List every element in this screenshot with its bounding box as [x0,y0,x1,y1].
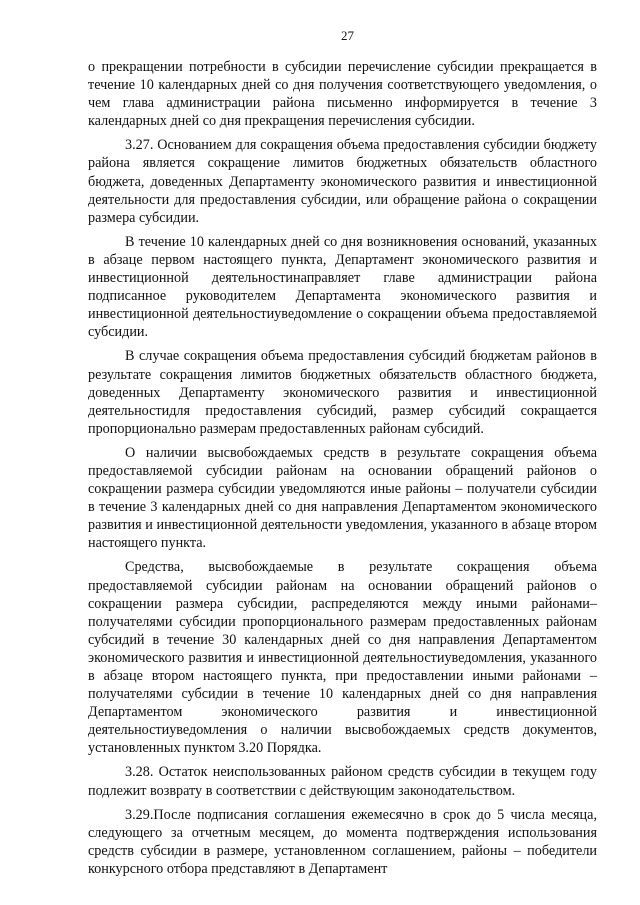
paragraph-proportional-reduction: В случае сокращения объема предоставления субсидий бюджетам районов в результате сокращения лимитов бюджетных обязательств областного бюджета, доведенных Департаменту экономического развития и инвестиционной деятельностидля предоставления субсидий, размер субсидий сокращается пропорционально размерам предоставленных районам субсидий. [88,348,597,437]
paragraph-3-28: 3.28. Остаток неиспользованных районом средств субсидии в текущем году подлежит возврату в соответствии с действующим законодательством. [88,764,597,799]
paragraph-notice-deadline: В течение 10 календарных дней со дня возникновения оснований, указанных в абзаце первом настоящего пункта, Департамент экономического развития и инвестиционной деятельностинаправляет главе администрации района подписанное руководителем Департамента экономического развития и инвестиционной деятельностиуведомление о сокращении объема предоставляемой субсидии. [88,233,597,341]
paragraph-3-27: 3.27. Основанием для сокращения объема предоставления субсидии бюджету района является сокращение лимитов бюджетных обязательств областного бюджета, доведенных Департаменту экономического развития и инвестиционной деятельности для предоставления субсидии, или обращение района о сокращении размера субсидии. [88,137,597,226]
paragraph-released-funds-notice: О наличии высвобождаемых средств в результате сокращения объема предоставляемой субсидии районам на основании обращений районов о сокращении размера субсидии уведомляются иные районы – получатели субсидии в течение 3 календарных дней со дня направления Департаментом экономического развития и инвестиционной деятельности уведомления, указанного в абзаце втором настоящего пункта. [88,444,597,552]
paragraph-3-29: 3.29.После подписания соглашения ежемесячно в срок до 5 числа месяца, следующего за отчетным месяцем, до момента подтверждения использования средств субсидии в размере, установленном соглашением, районы – победители конкурсного отбора представляют в Департамент [88,806,597,877]
paragraph-released-funds-distribution: Средства, высвобождаемые в результате сокращения объема предоставляемой субсидии районам на основании обращений районов о сокращении размера субсидии, распределяются между иными районами– получателями субсидии пропорционального размерам предоставленных районам субсидий в течение 30 календарных дней со дня направления Департаментом экономического развития и инвестиционной деятельностиуведомления, указанного в абзаце втором настоящего пункта, при предоставлении иными районами – получателями субсидии в течение 10 календарных дней со дня направления Департаментом экономического развития и инвестиционной деятельностиуведомления о наличии высвобождаемых средств документов, установленных пунктом 3.20 Порядка. [88,559,597,757]
paragraph-continuation: о прекращении потребности в субсидии перечисление субсидии прекращается в течение 10 календарных дней со дня получения соответствующего уведомления, о чем глава администрации района письменно информируется в течение 3 календарных дней со дня прекращения перечисления субсидии. [88,59,597,130]
page-number: 27 [341,28,354,43]
